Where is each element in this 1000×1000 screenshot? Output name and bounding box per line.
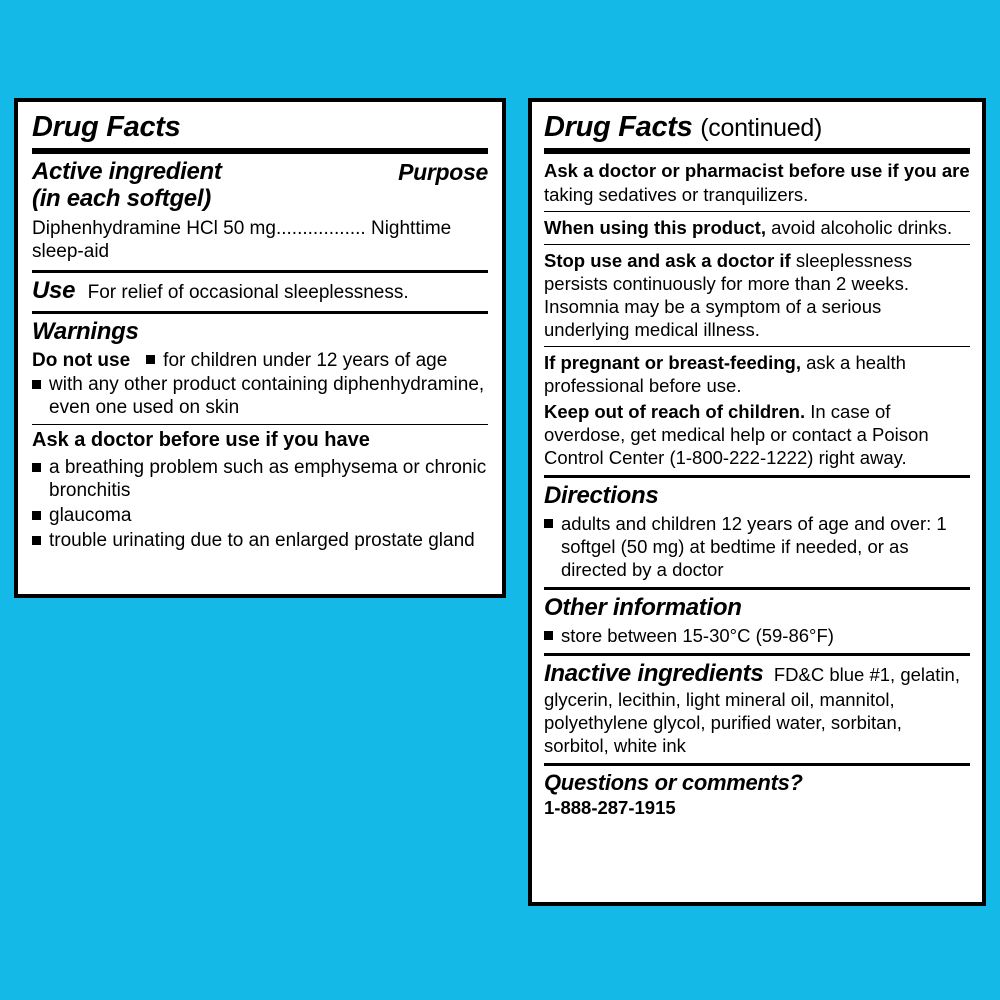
stop-use-rest: sleeplessness persists continuously for more than 2 weeks. Insomnia may be a symptom of a serious underlying medical illness.	[544, 249, 913, 341]
pregnant-bold: If pregnant or breast-feeding,	[544, 352, 801, 374]
divider-medium-5	[544, 653, 970, 656]
divider-medium-1	[32, 270, 488, 273]
divider-thin-1	[32, 424, 488, 425]
inactive-ingredients-block	[544, 661, 970, 757]
stop-use-block	[544, 249, 970, 342]
use-heading: Use	[32, 276, 76, 304]
divider-medium-4	[544, 587, 970, 590]
stop-use-bold: Stop use and ask a doctor if	[544, 249, 791, 271]
divider-medium-6	[544, 763, 970, 766]
questions-phone: 1-888-287-1915	[544, 797, 676, 819]
do-not-use-item-1: with any other product containing diphenhydramine, even one used on skin	[49, 373, 485, 418]
panel-right-title-continued: (continued)	[700, 114, 823, 142]
pregnant-rest: ask a health professional before use.	[544, 352, 906, 397]
when-using-bold: When using this product,	[544, 216, 766, 238]
inactive-ingredients-heading: Inactive ingredients	[544, 660, 764, 688]
use-section	[32, 278, 488, 305]
ask-doctor-item-1: glaucoma	[49, 505, 132, 527]
active-ingredient-header-row	[32, 159, 488, 186]
do-not-use-label: Do not use	[32, 350, 131, 372]
ask-doctor-item-row	[32, 504, 488, 527]
questions-heading: Questions or comments?	[544, 770, 803, 796]
keep-out-bold: Keep out of reach of children.	[544, 400, 806, 422]
square-bullet-icon	[32, 511, 41, 520]
square-bullet-icon	[32, 380, 41, 389]
ask-doctor-list	[32, 456, 488, 553]
inactive-ingredients-text: FD&C blue #1, gelatin, glycerin, lecithin, light mineral oil, mannitol, polyethylene glycol, purified water, sorbitan, sorbitol, white ink	[544, 664, 960, 757]
keep-out-block	[544, 400, 970, 469]
divider-medium-3	[544, 475, 970, 478]
ask-doctor-pharmacist-block	[544, 159, 970, 205]
when-using-block	[544, 216, 970, 239]
divider-thick	[32, 148, 488, 154]
square-bullet-icon	[544, 519, 553, 528]
divider-medium-2	[32, 311, 488, 314]
do-not-use-item-0: for children under 12 years of age	[163, 350, 448, 372]
ask-doctor-pharmacist-bold: Ask a doctor or pharmacist before use if you are	[544, 160, 970, 182]
active-ingredient-heading: Active ingredient	[32, 158, 222, 186]
use-text: For relief of occasional sleeplessness.	[87, 281, 409, 303]
ask-doctor-pharmacist-rest: taking sedatives or tranquilizers.	[544, 183, 809, 205]
panel-right-title-text: Drug Facts	[544, 111, 693, 143]
ask-doctor-item-0: a breathing problem such as emphysema or chronic bronchitis	[49, 456, 487, 502]
active-ingredient-subheading: (in each softgel)	[32, 185, 211, 213]
directions-item-0: adults and children 12 years of age and over: 1 softgel (50 mg) at bedtime if needed, or as directed by a doctor	[561, 512, 947, 581]
divider-thin-2	[544, 211, 970, 212]
panel-left-title: Drug Facts	[32, 111, 181, 143]
ask-doctor-item-row	[32, 456, 488, 502]
pregnant-block	[544, 351, 970, 397]
directions-item-row	[544, 512, 970, 581]
drug-facts-panel-left	[14, 98, 506, 598]
drug-facts-panel-right	[528, 98, 986, 906]
ask-doctor-item-row	[32, 529, 488, 552]
do-not-use-first-line	[32, 349, 488, 372]
directions-heading: Directions	[544, 481, 659, 509]
square-bullet-icon	[32, 536, 41, 545]
other-information-item-row	[544, 624, 970, 647]
do-not-use-item-row	[32, 373, 488, 419]
active-ingredient-row: Diphenhydramine HCl 50 mg................. Nighttime sleep-aid	[32, 218, 452, 263]
ask-doctor-item-2: trouble urinating due to an enlarged prostate gland	[49, 530, 475, 552]
divider-thin-4	[544, 346, 970, 347]
purpose-heading: Purpose	[398, 159, 488, 186]
ask-doctor-label: Ask a doctor before use if you have	[32, 428, 370, 451]
other-information-heading: Other information	[544, 594, 742, 622]
do-not-use-block	[32, 349, 488, 419]
square-bullet-icon	[146, 355, 155, 364]
keep-out-rest: In case of overdose, get medical help or contact a Poison Control Center (1-800-222-1222) right away.	[544, 400, 929, 468]
warnings-heading: Warnings	[32, 317, 139, 345]
other-information-item-0: store between 15-30°C (59-86°F)	[561, 625, 834, 647]
divider-thick	[544, 148, 970, 154]
square-bullet-icon	[32, 463, 41, 472]
square-bullet-icon	[544, 631, 553, 640]
when-using-rest: avoid alcoholic drinks.	[771, 216, 953, 238]
divider-thin-3	[544, 244, 970, 245]
panel-right-title	[544, 112, 970, 142]
